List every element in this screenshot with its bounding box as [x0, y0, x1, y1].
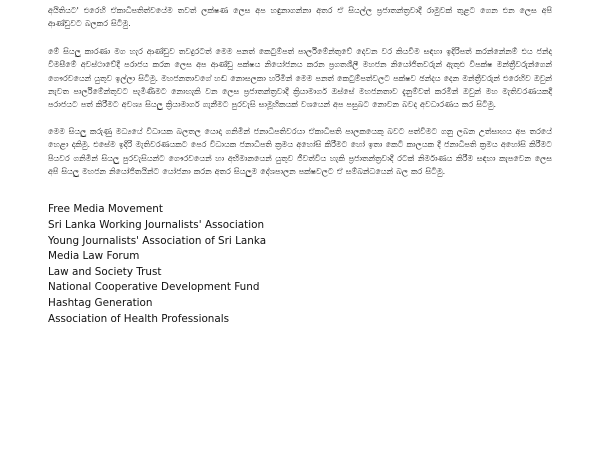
paragraph-2: මේ සියලු කාරණා මග හැර ආණ්ඩුව තවදුරටත් මෙම පනත් කෙටුම්පත් පාර්ලිමේන්තුවේ දෙවන වර කියවීම සඳහා ඉදිරිපත් කරන්නේනම් එය ජන්ද විමසීමේ අවස්ථාවේදී පරාජය කරන ලෙස අප ආණ්ඩු පක්ෂය නියෝජනය කරන ප්‍රගතශීලී මහජන නියෝජිතවරුන් ඇතුළු විපක්ෂ මන්ත්‍රීවරුන්ගෙන් ගෞරවයෙන් යුතුව ඉල්ලා සිටිමු. මහජනතාවගේ හඬ නොසලකා හරිමින් මෙම පනත් කෙටුම්පත්වලට පක්ෂව ඡන්දය දෙන මන්ත්‍රීවරුන් එරෙහිව ඔවුන් නැවත පාර්ලිමේන්තුවට පැමිණීමට නොහැකි වන ලෙස ප්‍රජාතන්ත්‍රවාදී ක්‍රියාමාර්ග ඔස්සේ මහජනතාව දැනුම්වත් කරමින් ඔවුන් මහ මැතිවරණයකදී පරාජයට පත් කිරීමට අවශ්‍ය සියලු ක්‍රියාමාර්ග ගැනීමට පුරවැසි සාමූහිකයක් වශයෙන් අප පසුබට නොවන බවද අවධාරණය කර සිටිමු. — [48, 46, 552, 110]
paragraph-1: අයිතියට' එරෙහි ඒකාධිපතිත්වයේම තවත් ලක්ෂණ ලෙස අප හඳුනාගන්නා අතර ඒ සියල්ල ප්‍රජාතන්ත්‍රවාදී රාමුවක් තුළට ගෙන එන ලෙස අපි ආණ්ඩුවට බලකර සිටිමු. — [48, 6, 552, 29]
signatory-item: Sri Lanka Working Journalists' Association — [48, 219, 265, 232]
signatory-item: Media Law Forum — [48, 250, 140, 263]
paragraph-3: මෙම සියලු කරුණු මධ්‍යයේ විධායක බලතල යොදා ගනිමින් ජනාධිපතිවරයා ඒකාධිපති පාලකයෙකු බවට පත්වීමට ගනු ලබන උත්සාහය අප තරයේ හෙළා දකිමු. එසේම ඉදිරි මැතිවරණයකට පෙර විධායක ජනාධිපති ක්‍රමය අහෝසි කිරීමට හෝ ඉතා කෙටි කාලයක දී ජනාධිපති ක්‍රමය අහෝසි කිරීමට පියවර ගනිමින් සියලු පුරවැසියන්ට ගෞරවයෙන් හා අභිමානයෙන් යුතුව ජීවත්විය හැකි ප්‍රජාතන්ත්‍රවාදී රටක් නිර්මාණය කිරීම සඳහා කැපවෙන ලෙස අපි සියලු මහජන නියෝජිතයින්ට යෝජනා කරන අතර සියලුම දේශපාලන පක්ෂවලට ඒ සම්බන්ධයෙන් බල කර සිටිමු. — [48, 126, 552, 177]
signatory-item: National Cooperative Development Fund — [48, 281, 260, 294]
signatory-list — [48, 202, 552, 327]
signatory-item: Free Media Movement — [48, 203, 163, 216]
signatory-item: Hashtag Generation — [48, 297, 153, 310]
signatory-item: Young Journalists' Association of Sri Lanka — [48, 234, 267, 247]
signatory-item: Association of Health Professionals — [48, 312, 230, 325]
signatory-item: Law and Society Trust — [48, 265, 162, 278]
